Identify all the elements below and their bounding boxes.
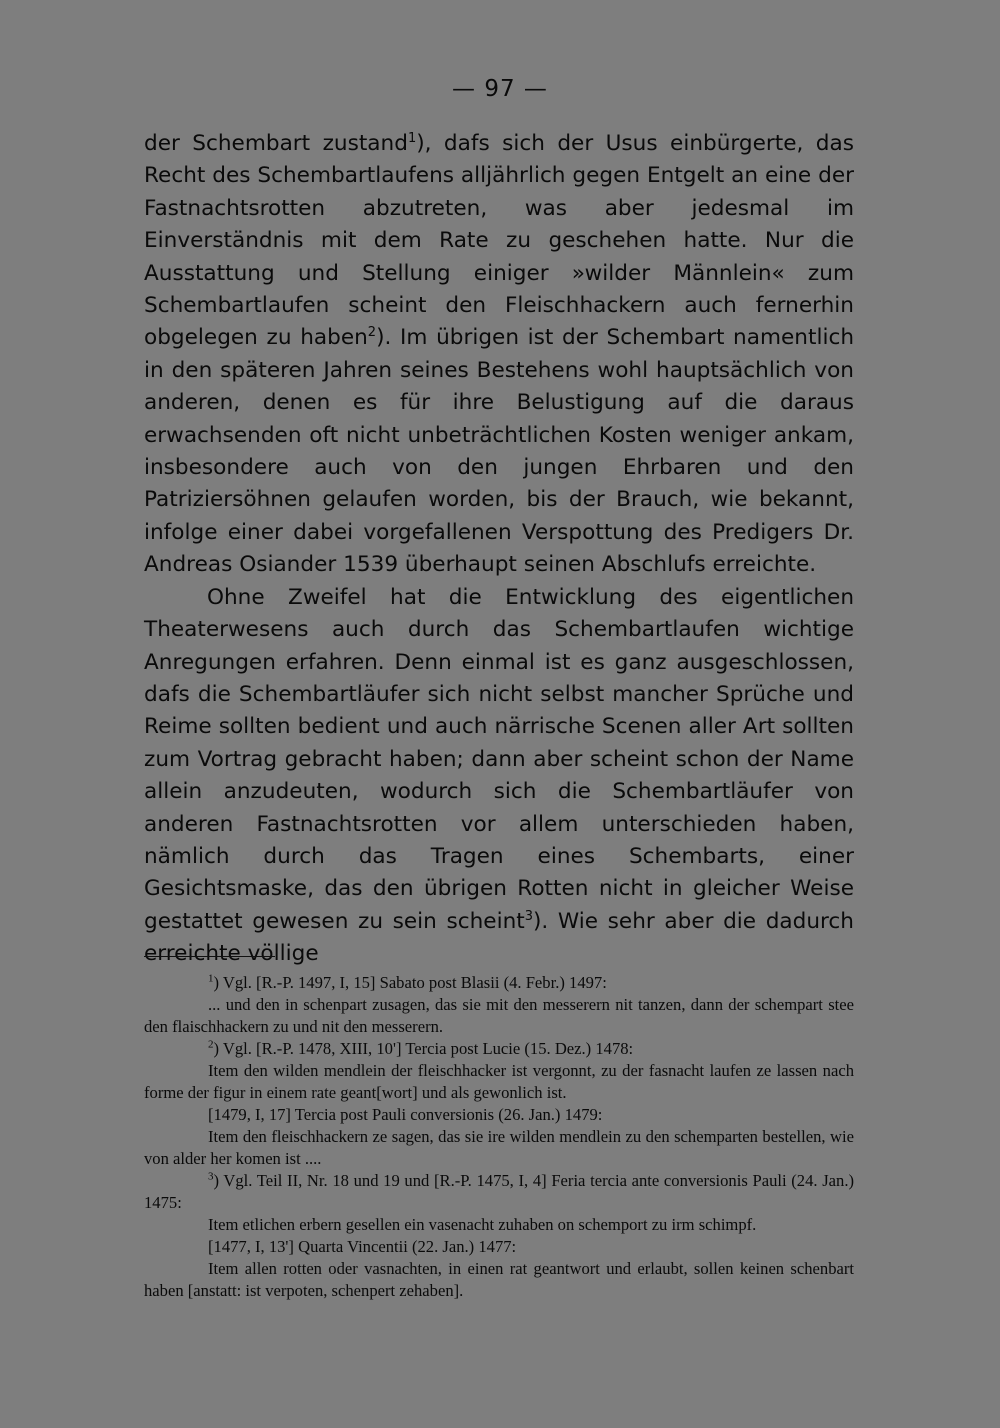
footnote-ref: 1 bbox=[407, 130, 417, 146]
body-text bbox=[144, 128, 854, 971]
paragraph bbox=[144, 582, 854, 971]
text-run: Ohne Zweifel hat die Entwicklung des eigentlichen Theaterwesens auch durch das Schembartlaufen wichtige Anregungen erfahren. Denn einmal ist es ganz ausgeschlossen, dafs die Schembartläufer sich nicht selbst mancher Sprüche und Reime sollten bedient und auch närrische Scenen aller Art sollten zum Vortrag gebracht haben; dann aber scheint schon der Name allein anzudeuten, wodurch sich die Schembartläufer von anderen Fastnachtsrotten vor allem unterschieden haben, nämlich durch das Tragen eines Schembarts, einer Gesichtsmaske, das den übrigen Rotten nicht in gleicher Weise gestattet gewesen zu sein scheint bbox=[144, 584, 854, 934]
footnote-number: 1 bbox=[208, 972, 214, 985]
footnote-quote: Item etlichen erbern gesellen ein vasenacht zuhaben on schemport zu irm schimpf. bbox=[208, 1215, 757, 1234]
footnote-reference: [1479, I, 17] Tercia post Pauli conversionis (26. Jan.) 1479: bbox=[208, 1105, 603, 1124]
footnote bbox=[144, 972, 854, 994]
footnote-text: ) Vgl. Teil II, Nr. 18 und 19 und [R.-P. 1475, I, 4] Feria tercia ante conversionis Pauli (24. Jan.) 1475: bbox=[144, 1171, 854, 1212]
footnote-number: 3 bbox=[208, 1170, 214, 1183]
footnote-reference: [1477, I, 13'] Quarta Vincentii (22. Jan.) 1477: bbox=[208, 1237, 517, 1256]
footnote-divider bbox=[144, 956, 275, 957]
text-run: der Schembart zustand bbox=[144, 131, 408, 156]
footnote-number: 2 bbox=[208, 1038, 214, 1051]
footnote-text: ) Vgl. [R.-P. 1497, I, 15] Sabato post Blasii (4. Febr.) 1497: bbox=[213, 973, 607, 992]
footnote-quote: Item den fleischhackern ze sagen, das sie ire wilden mendlein zu den schemparten bestellen, wie von alder her komen ist .... bbox=[144, 1127, 854, 1168]
text-run: ). Wie sehr aber die dadurch erreichte völlige bbox=[144, 908, 854, 967]
footnote-quote: ... und den in schenpart zusagen, das sie mit den messerern nit tanzen, dann der schempart stee den flaischhackern zu und nit den messerern. bbox=[144, 995, 854, 1036]
footnote bbox=[144, 1038, 854, 1060]
page-number: — 97 — bbox=[452, 76, 548, 102]
footnote-quote: Item den wilden mendlein der fleischhacker ist vergonnt, zu der fasnacht laufen ze lassen nach forme der figur in einem rate geant[wort] und als gewonlich ist. bbox=[144, 1061, 854, 1102]
footnote-quote: Item allen rotten oder vasnachten, in einen rat geantwort und erlaubt, sollen keinen schenbart haben [anstatt: ist verpoten, schenpert zehaben]. bbox=[144, 1259, 854, 1300]
text-run: ), dafs sich der Usus einbürgerte, das Recht des Schembartlaufens alljährlich gegen Entgelt an eine der Fastnachtsrotten abzutreten, was aber jedesmal im Einverständnis mit dem Rate zu geschehen hatte. Nur die Ausstattung und Stellung einiger »wilder Männlein« zum Schembartlaufen scheint den Fleischhackern auch fernerhin obgelegen zu haben bbox=[144, 131, 854, 351]
paragraph bbox=[144, 128, 854, 582]
footnote-text: ) Vgl. [R.-P. 1478, XIII, 10'] Tercia post Lucie (15. Dez.) 1478: bbox=[213, 1039, 634, 1058]
footnote-ref: 3 bbox=[524, 908, 533, 924]
footnotes bbox=[144, 972, 854, 1302]
footnote-ref: 2 bbox=[367, 325, 377, 341]
footnote bbox=[144, 1170, 854, 1214]
text-run: ). Im übrigen ist der Schembart namentlich in den späteren Jahren seines Bestehens wohl hauptsächlich von anderen, denen es für ihre Belustigung auf die daraus erwachsenden oft nicht unbeträchtlichen Kosten weniger ankam, insbesondere auch von den jungen Ehrbaren und den Patriziersöhnen gelaufen worden, bis der Brauch, wie bekannt, infolge einer dabei vorgefallenen Verspottung des Predigers Dr. Andreas Osiander 1539 überhaupt seinen Abschlufs erreichte. bbox=[144, 325, 855, 578]
